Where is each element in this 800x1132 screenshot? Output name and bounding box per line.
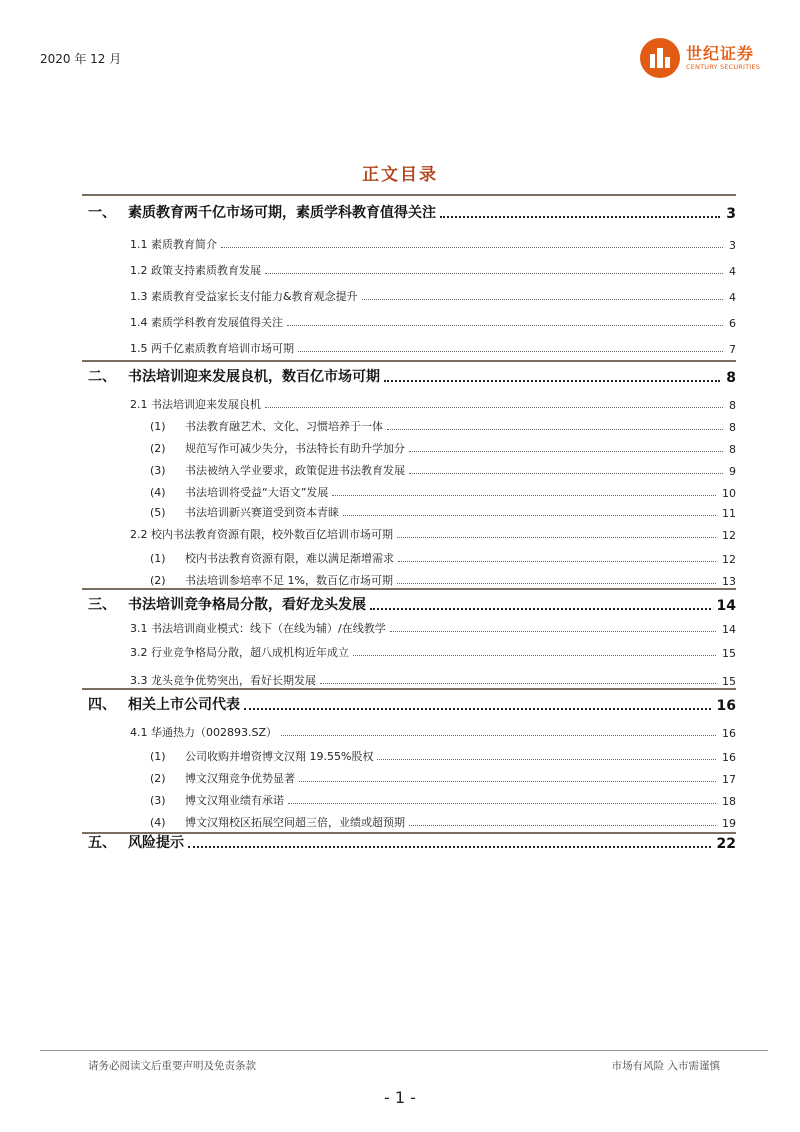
toc-entry-label (88, 366, 380, 386)
toc-entry-number: (2) (150, 772, 166, 785)
toc-entry-title: 博文汉翔业绩有承诺 (185, 794, 284, 807)
toc-section[interactable] (0, 310, 736, 330)
toc-entry-label (150, 572, 393, 588)
toc-entry-number: (5) (150, 506, 166, 519)
toc-page-number: 8 (729, 421, 736, 434)
toc-entry-label (130, 340, 294, 356)
toc-entry-title: 书法培训新兴赛道受到资本青睐 (185, 506, 339, 519)
toc-leader-dots (343, 515, 716, 516)
toc-entry-label (150, 462, 405, 478)
toc-leader-dots (397, 583, 716, 584)
toc-entry-title: 素质学科教育发展值得关注 (151, 316, 283, 329)
toc-leader-dots (332, 495, 716, 496)
toc-entry-title: 行业竞争格局分散，超八成机构近年成立 (151, 646, 349, 659)
toc-entry-number: 二、 (88, 369, 116, 385)
toc-entry-title: 素质教育简介 (151, 238, 217, 251)
logo-emblem-icon (640, 38, 680, 78)
toc-page-number: 14 (716, 598, 736, 614)
toc-leader-dots (409, 473, 723, 474)
toc-leader-dots (265, 273, 723, 274)
toc-entry-title: 书法教育融艺术、文化、习惯培养于一体 (185, 420, 383, 433)
toc-leader-dots (409, 451, 723, 452)
section-divider (82, 688, 736, 690)
toc-subsection[interactable] (0, 500, 736, 520)
toc-entry-title: 博文汉翔校区拓展空间超三倍，业绩或超预期 (185, 816, 405, 829)
toc-entry-number: 1.1 (130, 238, 148, 251)
toc-page-number: 16 (716, 698, 736, 714)
toc-entry-label (150, 792, 284, 808)
toc-page-number: 11 (722, 507, 736, 520)
toc-entry-label (130, 314, 283, 330)
toc-entry-number: 五、 (88, 835, 116, 851)
toc-subsection[interactable] (0, 436, 736, 456)
toc-section[interactable] (0, 668, 736, 688)
toc-leader-dots (387, 429, 723, 430)
toc-entry-label (150, 484, 328, 500)
toc-page-number: 22 (716, 836, 736, 852)
footer-risk-warning: 市场有风险 入市需谨慎 (611, 1060, 720, 1072)
toc-entry-label (130, 724, 277, 740)
toc-entry-title: 规范写作可减少失分，书法特长有助升学加分 (185, 442, 405, 455)
toc-leader-dots (384, 380, 720, 382)
toc-entry-title: 两千亿素质教育培训市场可期 (151, 342, 294, 355)
toc-entry-title: 相关上市公司代表 (128, 697, 240, 713)
company-logo (640, 38, 770, 78)
toc-subsection[interactable] (0, 766, 736, 786)
toc-entry-label (88, 694, 240, 714)
toc-page-number: 16 (722, 727, 736, 740)
toc-entry-title: 书法培训迎来发展良机，数百亿市场可期 (128, 369, 380, 385)
toc-leader-dots (188, 846, 711, 848)
toc-leader-dots (287, 325, 723, 326)
toc-page-number: 6 (729, 317, 736, 330)
toc-leader-dots (320, 683, 716, 684)
toc-chapter[interactable] (0, 202, 736, 222)
toc-entry-number: (3) (150, 794, 166, 807)
toc-entry-label (150, 418, 383, 434)
toc-page-number: 10 (722, 487, 736, 500)
toc-entry-label (88, 832, 184, 852)
toc-entry-number: 1.3 (130, 290, 148, 303)
toc-section[interactable] (0, 640, 736, 660)
toc-entry-title: 书法培训商业模式：线下（在线为辅）/在线教学 (151, 622, 386, 635)
toc-subsection[interactable] (0, 480, 736, 500)
toc-entry-title: 公司收购并增资博文汉翔 19.55%股权 (185, 750, 374, 763)
toc-entry-title: 书法培训将受益“大语文”发展 (185, 486, 329, 499)
toc-page-number: 19 (722, 817, 736, 830)
toc-entry-label (150, 748, 373, 764)
toc-entry-number: 1.4 (130, 316, 148, 329)
toc-entry-number: 1.2 (130, 264, 148, 277)
toc-leader-dots (298, 351, 723, 352)
toc-subsection[interactable] (0, 458, 736, 478)
toc-entry-number: 2.2 (130, 528, 148, 541)
toc-page-number: 12 (722, 529, 736, 542)
toc-entry-number: 3.3 (130, 674, 148, 687)
toc-entry-number: (3) (150, 464, 166, 477)
toc-chapter[interactable] (0, 694, 736, 714)
toc-section[interactable] (0, 392, 736, 412)
toc-entry-title: 风险提示 (128, 835, 184, 851)
toc-entry-number: (2) (150, 574, 166, 587)
toc-leader-dots (221, 247, 723, 248)
toc-entry-label (130, 262, 261, 278)
logo-english-name: CENTURY SECURITIES (686, 63, 761, 71)
toc-leader-dots (362, 299, 723, 300)
toc-page-number: 15 (722, 675, 736, 688)
toc-section[interactable] (0, 284, 736, 304)
toc-entry-number: (1) (150, 552, 166, 565)
toc-entry-title: 书法培训竞争格局分散，看好龙头发展 (128, 597, 366, 613)
toc-leader-dots (281, 735, 716, 736)
toc-section[interactable] (0, 720, 736, 740)
toc-entry-number: (1) (150, 750, 166, 763)
page-number: - 1 - (384, 1088, 416, 1107)
toc-entry-title: 校内书法教育资源有限，难以满足渐增需求 (185, 552, 394, 565)
toc-page-number: 3 (726, 206, 736, 222)
toc-page-number: 8 (729, 399, 736, 412)
toc-entry-number: 一、 (88, 205, 116, 221)
toc-entry-label (130, 672, 316, 688)
toc-section[interactable] (0, 232, 736, 252)
toc-title: 正文目录 (362, 165, 438, 185)
toc-subsection[interactable] (0, 568, 736, 588)
toc-page-number: 7 (729, 343, 736, 356)
toc-entry-title: 博文汉翔竞争优势显著 (185, 772, 295, 785)
toc-entry-number: (4) (150, 486, 166, 499)
toc-entry-label (88, 594, 366, 614)
toc-subsection[interactable] (0, 744, 736, 764)
toc-entry-title: 政策支持素质教育发展 (151, 264, 261, 277)
toc-entry-number: 3.1 (130, 622, 148, 635)
toc-page-number: 18 (722, 795, 736, 808)
toc-entry-title: 书法培训迎来发展良机 (151, 398, 261, 411)
toc-entry-label (130, 288, 358, 304)
toc-entry-title: 素质教育两千亿市场可期，素质学科教育值得关注 (128, 205, 436, 221)
toc-leader-dots (377, 759, 716, 760)
toc-leader-dots (288, 803, 716, 804)
section-divider (82, 194, 736, 196)
toc-entry-number: 1.5 (130, 342, 148, 355)
toc-entry-label (150, 814, 405, 830)
toc-page-number: 16 (722, 751, 736, 764)
toc-entry-label (150, 504, 339, 520)
toc-leader-dots (409, 825, 716, 826)
toc-subsection[interactable] (0, 788, 736, 808)
toc-entry-label (130, 396, 261, 412)
toc-page-number: 8 (729, 443, 736, 456)
toc-page-number: 12 (722, 553, 736, 566)
toc-entry-number: (2) (150, 442, 166, 455)
toc-entry-number: 四、 (88, 697, 116, 713)
toc-page-number: 4 (729, 291, 736, 304)
toc-leader-dots (397, 537, 716, 538)
toc-page-number: 15 (722, 647, 736, 660)
toc-entry-title: 龙头竞争优势突出，看好长期发展 (151, 674, 316, 687)
toc-section[interactable] (0, 522, 736, 542)
toc-entry-number: 2.1 (130, 398, 148, 411)
toc-entry-number: (4) (150, 816, 166, 829)
footer-disclaimer: 请务必阅读文后重要声明及免责条款 (88, 1060, 256, 1072)
toc-entry-label (150, 550, 394, 566)
toc-entry-number: 4.1 (130, 726, 148, 739)
toc-entry-number: 三、 (88, 597, 116, 613)
toc-leader-dots (265, 407, 723, 408)
toc-entry-title: 书法培训参培率不足 1%，数百亿市场可期 (185, 574, 393, 587)
toc-subsection[interactable] (0, 414, 736, 434)
toc-page-number: 9 (729, 465, 736, 478)
toc-chapter[interactable] (0, 594, 736, 614)
toc-page-number: 14 (722, 623, 736, 636)
toc-section[interactable] (0, 336, 736, 356)
toc-page-number: 8 (726, 370, 736, 386)
toc-leader-dots (244, 708, 711, 710)
toc-entry-label (130, 620, 386, 636)
toc-section[interactable] (0, 258, 736, 278)
toc-entry-label (130, 526, 393, 542)
toc-entry-number: 3.2 (130, 646, 148, 659)
toc-entry-title: 华通热力（002893.SZ） (151, 726, 278, 739)
toc-entry-label (130, 644, 349, 660)
toc-entry-label (150, 440, 405, 456)
toc-entry-label (88, 202, 436, 222)
footer-divider (40, 1050, 768, 1051)
toc-chapter[interactable] (0, 832, 736, 852)
toc-leader-dots (370, 608, 711, 610)
toc-leader-dots (398, 561, 716, 562)
toc-page-number: 4 (729, 265, 736, 278)
toc-entry-title: 校内书法教育资源有限，校外数百亿培训市场可期 (151, 528, 393, 541)
toc-section[interactable] (0, 616, 736, 636)
report-date: 2020 年 12 月 (40, 52, 122, 66)
toc-leader-dots (390, 631, 716, 632)
toc-page-number: 3 (729, 239, 736, 252)
toc-entry-label (130, 236, 217, 252)
toc-entry-number: (1) (150, 420, 166, 433)
toc-page-number: 13 (722, 575, 736, 588)
toc-entry-label (150, 770, 295, 786)
toc-entry-title: 书法被纳入学业要求，政策促进书法教育发展 (185, 464, 405, 477)
toc-leader-dots (353, 655, 716, 656)
toc-leader-dots (299, 781, 716, 782)
toc-page-number: 17 (722, 773, 736, 786)
logo-chinese-name: 世纪证券 (686, 44, 755, 63)
toc-chapter[interactable] (0, 366, 736, 386)
section-divider (82, 360, 736, 362)
toc-subsection[interactable] (0, 810, 736, 830)
section-divider (82, 588, 736, 590)
toc-subsection[interactable] (0, 546, 736, 566)
toc-entry-title: 素质教育受益家长支付能力&教育观念提升 (151, 290, 358, 303)
toc-leader-dots (440, 216, 720, 218)
